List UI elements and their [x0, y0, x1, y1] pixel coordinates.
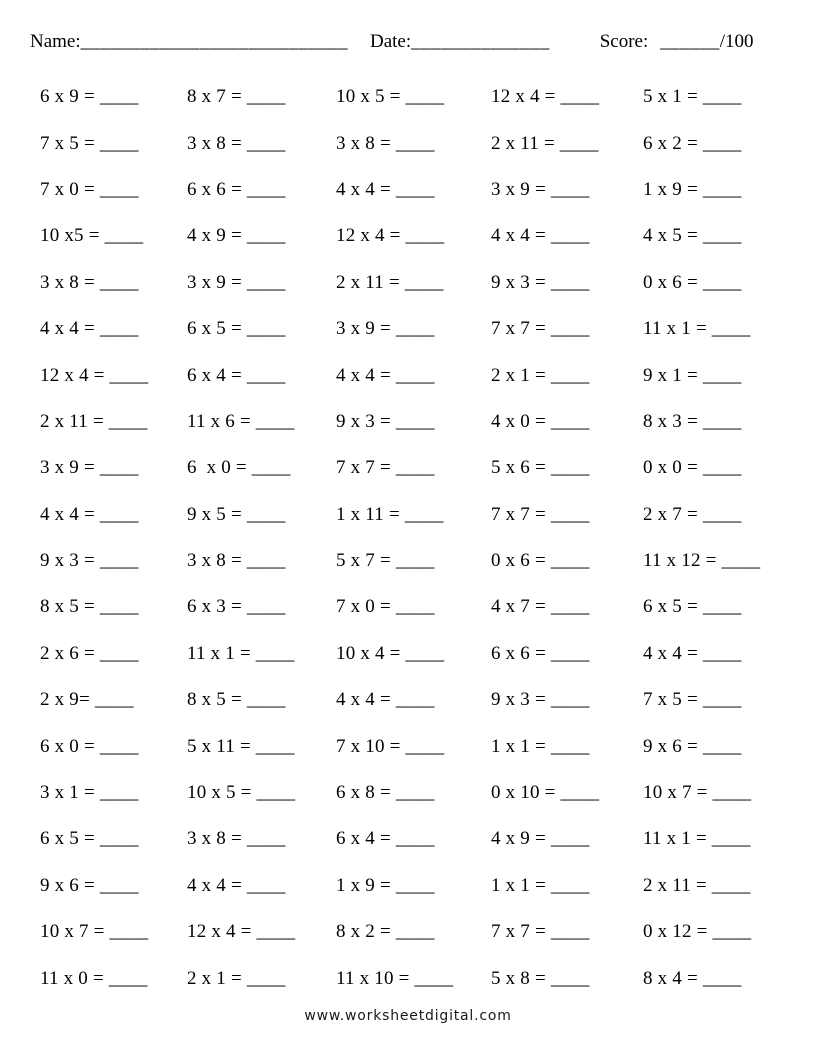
problem-cell: 4 x 9 = ____ [187, 225, 286, 247]
problem-cell: 8 x 3 = ____ [643, 410, 742, 432]
problem-cell: 11 x 1 = ____ [643, 828, 751, 850]
problem-cell: 11 x 1 = ____ [643, 318, 751, 340]
problem-row [0, 352, 816, 398]
problem-cell: 2 x 11 = ____ [643, 874, 751, 896]
problem-cell: 3 x 8 = ____ [187, 828, 286, 850]
date-group [370, 31, 550, 53]
problem-row [0, 584, 816, 630]
problem-cell: 9 x 5 = ____ [187, 503, 286, 525]
problem-row [0, 538, 816, 584]
problem-cell: 3 x 8 = ____ [40, 271, 139, 293]
date-label: Date: [369, 31, 412, 52]
name-group [30, 31, 348, 53]
problem-cell: 10 x 5 = ____ [336, 86, 445, 108]
problem-cell: 4 x 4 = ____ [187, 874, 286, 896]
problem-cell: 4 x 4 = ____ [643, 642, 742, 664]
problem-cell: 9 x 3 = ____ [491, 271, 590, 293]
problem-cell: 3 x 8 = ____ [187, 550, 286, 572]
problem-cell: 4 x 0 = ____ [491, 410, 590, 432]
problem-cell: 5 x 1 = ____ [643, 86, 742, 108]
problem-cell: 5 x 11 = ____ [187, 735, 295, 757]
problem-row [0, 74, 816, 120]
problem-cell: 6 x 4 = ____ [187, 364, 286, 386]
problem-cell: 8 x 4 = ____ [643, 967, 742, 989]
problem-row [0, 909, 816, 955]
problem-cell: 7 x 7 = ____ [491, 318, 590, 340]
problem-cell: 4 x 4 = ____ [336, 364, 435, 386]
problem-cell: 1 x 9 = ____ [643, 178, 742, 200]
problem-cell: 6 x 4 = ____ [336, 828, 435, 850]
problem-cell: 2 x 11 = ____ [491, 132, 599, 154]
score-blank-line: ______ [660, 31, 720, 52]
problem-cell: 3 x 9 = ____ [336, 318, 435, 340]
footer-website: www.worksheetdigital.com [304, 1008, 512, 1024]
problem-row [0, 631, 816, 677]
problem-row [0, 677, 816, 723]
problem-cell: 2 x 6 = ____ [40, 642, 139, 664]
problem-cell: 2 x 1 = ____ [187, 967, 286, 989]
problem-cell: 5 x 8 = ____ [491, 967, 590, 989]
problem-row [0, 120, 816, 166]
problem-cell: 7 x 5 = ____ [643, 689, 742, 711]
problem-cell: 6 x 0 = ____ [187, 457, 291, 479]
problem-cell: 1 x 1 = ____ [491, 874, 590, 896]
name-label: Name: [30, 31, 81, 52]
problem-cell: 6 x 2 = ____ [643, 132, 742, 154]
problem-row [0, 816, 816, 862]
problem-cell: 12 x 4 = ____ [187, 921, 296, 943]
problem-cell: 4 x 5 = ____ [643, 225, 742, 247]
worksheet-header [30, 31, 796, 53]
problem-row [0, 213, 816, 259]
score-total: /100 [719, 31, 754, 52]
problem-cell: 7 x 7 = ____ [336, 457, 435, 479]
problem-cell: 8 x 2 = ____ [336, 921, 435, 943]
problem-cell: 2 x 11 = ____ [336, 271, 444, 293]
problem-cell: 9 x 1 = ____ [643, 364, 742, 386]
problem-cell: 5 x 6 = ____ [491, 457, 590, 479]
problem-cell: 3 x 8 = ____ [187, 132, 286, 154]
problem-cell: 1 x 11 = ____ [336, 503, 444, 525]
problem-cell: 7 x 0 = ____ [336, 596, 435, 618]
problem-cell: 0 x 6 = ____ [643, 271, 742, 293]
problem-cell: 2 x 1 = ____ [491, 364, 590, 386]
problem-cell: 7 x 10 = ____ [336, 735, 445, 757]
problem-cell: 2 x 9= ____ [40, 689, 134, 711]
problem-cell: 0 x 12 = ____ [643, 921, 752, 943]
problem-cell: 9 x 6 = ____ [643, 735, 742, 757]
score-group [600, 31, 754, 53]
problem-cell: 1 x 1 = ____ [491, 735, 590, 757]
problem-cell: 0 x 10 = ____ [491, 782, 600, 804]
problem-cell: 4 x 4 = ____ [40, 318, 139, 340]
problem-row [0, 260, 816, 306]
problem-cell: 5 x 7 = ____ [336, 550, 435, 572]
problems-grid [0, 74, 816, 1002]
problem-cell: 6 x 5 = ____ [187, 318, 286, 340]
problem-cell: 10 x 5 = ____ [187, 782, 296, 804]
problem-row [0, 306, 816, 352]
problem-cell: 7 x 7 = ____ [491, 921, 590, 943]
problem-cell: 12 x 4 = ____ [40, 364, 149, 386]
problem-row [0, 955, 816, 1001]
problem-cell: 0 x 0 = ____ [643, 457, 742, 479]
problem-row [0, 723, 816, 769]
problem-cell: 4 x 4 = ____ [40, 503, 139, 525]
problem-cell: 10 x 7 = ____ [643, 782, 752, 804]
problem-cell: 9 x 3 = ____ [40, 550, 139, 572]
problem-cell: 10 x 4 = ____ [336, 642, 445, 664]
problem-cell: 6 x 5 = ____ [643, 596, 742, 618]
problem-cell: 4 x 4 = ____ [491, 225, 590, 247]
problem-cell: 8 x 5 = ____ [187, 689, 286, 711]
problem-cell: 6 x 6 = ____ [187, 178, 286, 200]
problem-cell: 2 x 11 = ____ [40, 410, 148, 432]
date-blank-line: ______________ [411, 31, 550, 52]
problem-row [0, 492, 816, 538]
problem-cell: 6 x 6 = ____ [491, 642, 590, 664]
problem-cell: 4 x 7 = ____ [491, 596, 590, 618]
problem-cell: 11 x 0 = ____ [40, 967, 148, 989]
problem-cell: 9 x 3 = ____ [336, 410, 435, 432]
problem-row [0, 167, 816, 213]
problem-cell: 9 x 3 = ____ [491, 689, 590, 711]
problem-cell: 4 x 9 = ____ [491, 828, 590, 850]
problem-cell: 3 x 9 = ____ [491, 178, 590, 200]
problem-cell: 8 x 7 = ____ [187, 86, 286, 108]
problem-cell: 11 x 10 = ____ [336, 967, 454, 989]
problem-cell: 12 x 4 = ____ [336, 225, 445, 247]
problem-cell: 4 x 4 = ____ [336, 178, 435, 200]
problem-cell: 3 x 9 = ____ [40, 457, 139, 479]
problem-cell: 4 x 4 = ____ [336, 689, 435, 711]
problem-row [0, 770, 816, 816]
problem-cell: 11 x 12 = ____ [643, 550, 761, 572]
problem-cell: 7 x 5 = ____ [40, 132, 139, 154]
problem-cell: 8 x 5 = ____ [40, 596, 139, 618]
problem-cell: 0 x 6 = ____ [491, 550, 590, 572]
problem-cell: 10 x 7 = ____ [40, 921, 149, 943]
problem-cell: 1 x 9 = ____ [336, 874, 435, 896]
problem-cell: 6 x 9 = ____ [40, 86, 139, 108]
problem-cell: 12 x 4 = ____ [491, 86, 600, 108]
problem-cell: 11 x 1 = ____ [187, 642, 295, 664]
problem-cell: 3 x 1 = ____ [40, 782, 139, 804]
problem-cell: 6 x 0 = ____ [40, 735, 139, 757]
problem-row [0, 445, 816, 491]
problem-cell: 6 x 5 = ____ [40, 828, 139, 850]
problem-cell: 2 x 7 = ____ [643, 503, 742, 525]
problem-row [0, 863, 816, 909]
problem-row [0, 399, 816, 445]
problem-cell: 7 x 0 = ____ [40, 178, 139, 200]
problem-cell: 6 x 8 = ____ [336, 782, 435, 804]
problem-cell: 3 x 9 = ____ [187, 271, 286, 293]
problem-cell: 11 x 6 = ____ [187, 410, 295, 432]
problem-cell: 3 x 8 = ____ [336, 132, 435, 154]
name-blank-line: ___________________________ [80, 31, 348, 52]
problem-cell: 7 x 7 = ____ [491, 503, 590, 525]
problem-cell: 6 x 3 = ____ [187, 596, 286, 618]
problem-cell: 10 x5 = ____ [40, 225, 144, 247]
problem-cell: 9 x 6 = ____ [40, 874, 139, 896]
score-label: Score: [599, 31, 649, 52]
